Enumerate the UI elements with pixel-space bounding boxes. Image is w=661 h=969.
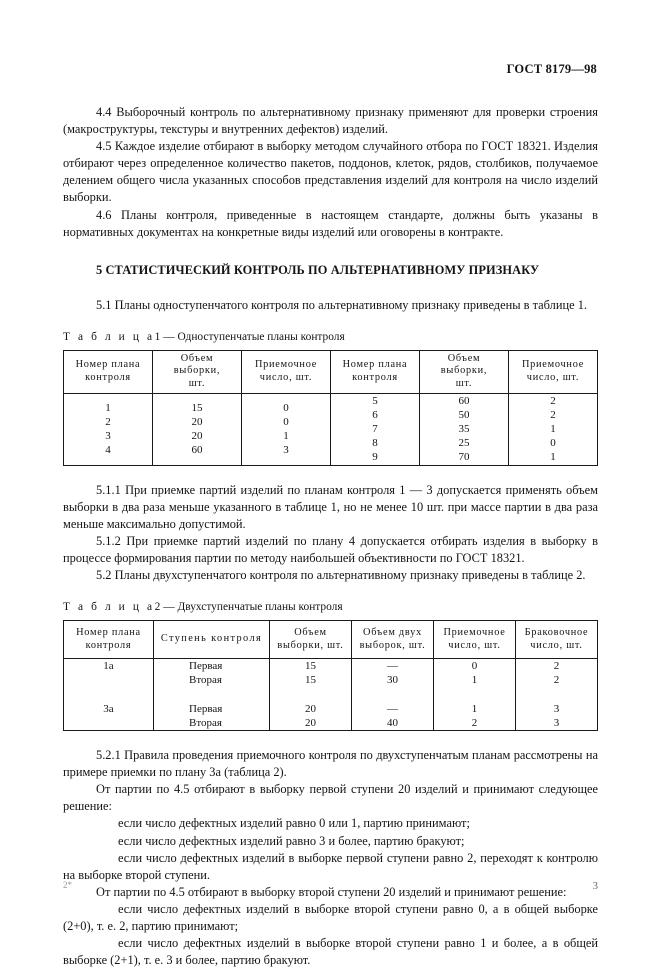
table-2-col-sample-size: [270, 621, 352, 659]
table-2-col-stage: [154, 621, 270, 659]
table-1-col-plan-number-left: [64, 350, 153, 393]
table-2-caption-number: 2: [154, 601, 161, 614]
header-line-1: Объем: [294, 627, 327, 639]
table-2-cell-two-samples-size: — 30 — 40: [352, 659, 434, 731]
paragraph-4-4: 4.4 Выборочный контроль по альтернативному признаку применяют для проверки строения (макроструктуры, текстуры и внутренних дефектов) изделий.: [63, 105, 598, 137]
rule-accept-0-or-1: если число дефектных изделий равно 0 или 1, партию принимают;: [118, 816, 470, 831]
table-1-header-row: [64, 350, 598, 393]
page-number: 3: [592, 880, 598, 892]
table-1-cell-acceptance-right: 2 2 1 0 1: [509, 393, 598, 465]
table-1-cell-acceptance-left: 0 0 1 3: [242, 393, 331, 465]
table-1-cell-plan-right: 5 6 7 8 9: [331, 393, 420, 465]
paragraph-4-6: 4.6 Планы контроля, приведенные в настоящем стандарте, должны быть указаны в нормативных документах на конкретные виды изделий или оговорены в контракте.: [63, 207, 598, 239]
table-2-col-acceptance-number: [434, 621, 516, 659]
table-1-col-plan-number-right: [331, 350, 420, 393]
header-line-2: контроля: [85, 639, 132, 651]
paragraph-5-1-1: 5.1.1 При приемке партий изделий по планам контроля 1 — 3 допускается применять объем выборки в два раза меньше указанного в таблице 1, но не менее 10 шт. при массе партии в два раза меньше максимально допустимой.: [63, 482, 598, 531]
header-line-1: Объем двух: [363, 627, 422, 639]
rule-second-stage-accept: если число дефектных изделий в выборке второй ступени равно 0, а в общей выборке (2+0), т. е. 2, партию принимают;: [63, 901, 598, 933]
header-line-1: Объем выборки,: [173, 352, 221, 377]
rule-second-stage-reject: если число дефектных изделий в выборке второй ступени равно 1 и более, а в общей выборке (2+1), т. е. 3 и более, партию бракуют.: [63, 936, 598, 968]
header-line-1: Браковочное: [524, 627, 589, 639]
signature-mark: 2*: [63, 880, 72, 890]
table-2-data-row: [64, 659, 598, 731]
header-line-1: Приемочное: [521, 359, 585, 371]
paragraph-5-1-2: 5.1.2 При приемке партий изделий по плану 4 допускается отбирать изделия в выборку в процессе формирования партии по методу наибольшей объективности по ГОСТ 18321.: [63, 533, 598, 565]
running-header-standard-number: ГОСТ 8179—98: [506, 62, 597, 76]
paragraph-first-stage-intro: От партии по 4.5 отбирают в выборку первой ступени 20 изделий и принимают следующее решение:: [63, 782, 598, 814]
header-line-2: шт.: [455, 378, 473, 390]
table-2-cell-stage: Первая Вторая Первая Вторая: [154, 659, 270, 731]
table-2-col-two-samples-size: [352, 621, 434, 659]
table-1-col-acceptance-number-right: [509, 350, 598, 393]
table-2-cell-rejection-number: 2 2 3 3: [516, 659, 598, 731]
table-2-caption-title: Двухступенчатые планы контроля: [177, 601, 343, 614]
table-1-col-acceptance-number-left: [242, 350, 331, 393]
table-2-cell-plan-number: 1а 3а: [64, 659, 154, 731]
header-line-2: выборок, шт.: [359, 639, 426, 651]
header-line-1: Приемочное: [443, 627, 506, 639]
header-line-2: число, шт.: [448, 639, 501, 651]
header-line-1: Номер плана: [342, 359, 408, 371]
table-1-cell-sample-size-left: 15 20 20 60: [153, 393, 242, 465]
table-2-header-row: [64, 621, 598, 659]
table-1-caption: [63, 331, 598, 343]
header-line-2: шт.: [188, 378, 206, 390]
table-1-data-row: [64, 393, 598, 465]
header-line-2: число, шт.: [526, 371, 580, 383]
header-line-1: Номер плана: [76, 627, 141, 639]
rule-go-to-second-stage: если число дефектных изделий в выборке первой ступени равно 2, переходят к контролю на выборке второй ступени.: [63, 850, 598, 882]
paragraph-4-5: 4.5 Каждое изделие отбирают в выборку методом случайного отбора по ГОСТ 18321. Изделия отбирают через определенное количество пакетов, поддонов, клеток, рядов, столбиков, получаемое делением общего числа указанных способов представления изделий для контроля на число изделий выборки.: [63, 139, 598, 205]
header-line-2: число, шт.: [259, 371, 313, 383]
table-2-caption-dash: —: [163, 601, 175, 614]
table-1-col-sample-size-left: [153, 350, 242, 393]
table-2-col-rejection-number: [516, 621, 598, 659]
table-1-caption-label: Т а б л и ц а: [63, 330, 155, 343]
table-1-single-stage-plans: [63, 350, 598, 466]
table-1-col-sample-size-right: [420, 350, 509, 393]
table-2-cell-acceptance-number: 0 1 1 2: [434, 659, 516, 731]
paragraph-5-2: 5.2 Планы двухступенчатого контроля по альтернативному признаку приведены в таблице 2.: [96, 568, 586, 583]
section-heading-5: 5 СТАТИСТИЧЕСКИЙ КОНТРОЛЬ ПО АЛЬТЕРНАТИВНОМУ ПРИЗНАКУ: [96, 262, 540, 277]
page-footer: [63, 880, 598, 894]
table-1-cell-sample-size-right: 60 50 35 25 70: [420, 393, 509, 465]
table-1-caption-dash: —: [163, 330, 175, 343]
table-1-caption-number: 1: [154, 330, 161, 343]
header-line-2: выборки, шт.: [277, 639, 344, 651]
table-2-caption: [63, 601, 598, 613]
header-line-2: число, шт.: [530, 639, 583, 651]
paragraph-second-stage-intro: От партии по 4.5 отбирают в выборку второй ступени 20 изделий и принимают решение:: [96, 884, 567, 899]
header-line-2: контроля: [352, 371, 398, 383]
table-2-col-plan-number: [64, 621, 154, 659]
table-1-cell-plan-left: 1 2 3 4: [64, 393, 153, 465]
paragraph-5-1: 5.1 Планы одноступенчатого контроля по альтернативному признаку приведены в таблице 1.: [96, 297, 587, 312]
paragraph-5-2-1: 5.2.1 Правила проведения приемочного контроля по двухступенчатым планам рассмотрены на примере приемки по плану 3а (таблица 2).: [63, 748, 598, 780]
header-line-2: контроля: [85, 371, 131, 383]
table-1-caption-title: Одноступенчатые планы контроля: [177, 330, 345, 343]
rule-reject-3-or-more: если число дефектных изделий равно 3 и более, партию бракуют;: [118, 833, 465, 848]
header-line-1: Номер плана: [75, 359, 141, 371]
table-2-cell-sample-size: 15 15 20 20: [270, 659, 352, 731]
table-2-caption-label: Т а б л и ц а: [63, 601, 155, 614]
table-2-double-stage-plans: [63, 620, 598, 731]
header-line-1: Объем выборки,: [440, 352, 488, 377]
header-line-1: Ступень контроля: [160, 633, 263, 645]
header-line-1: Приемочное: [254, 359, 318, 371]
